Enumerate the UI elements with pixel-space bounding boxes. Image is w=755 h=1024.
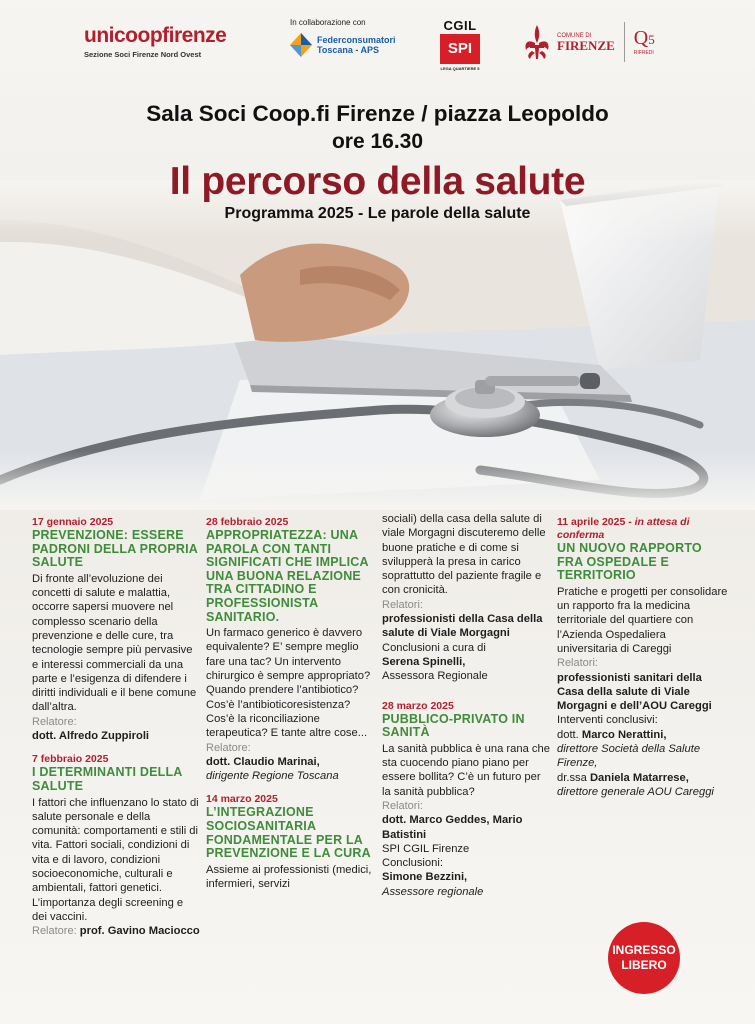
conclusions-name: Serena Spinelli, — [382, 655, 466, 668]
speaker-label: Relatori: — [382, 598, 423, 611]
conclusions-role: Assessore regionale — [382, 885, 484, 898]
event-date-value: 11 aprile 2025 - — [557, 516, 635, 528]
event-heading: UN NUOVO RAPPORTO FRA OSPEDALE E TERRITORIO — [557, 541, 702, 583]
event-date: 17 gennaio 2025 — [32, 516, 114, 528]
conclusions-label: Conclusioni: — [382, 857, 443, 870]
speaker-name: professionisti della Casa della salute di Viale Morgagni — [382, 613, 543, 640]
comune-di: COMUNE DI — [557, 32, 592, 39]
event-heading: APPROPRIATEZZA: UNA PAROLA CON TANTI SIGNIFICATI CHE IMPLICA UNA BUONA RELAZIONE TRA CITTADINO E PROFESSIONISTA SANITARIO. — [206, 528, 369, 624]
conclusion-speaker-role: direttore generale AOU Careggi — [557, 785, 714, 798]
program-column-4 — [557, 516, 729, 799]
event-heading: L’INTEGRAZIONE SOCIOSANITARIA FONDAMENTALE PER LA PREVENZIONE E LA CURA — [206, 805, 371, 861]
conclusions-label: Conclusioni a cura di — [382, 641, 486, 654]
quartiere5-logo — [634, 28, 655, 56]
logo-divider — [624, 22, 625, 62]
collaboration-block — [290, 18, 396, 57]
conclusions-label: Interventi conclusivi: — [557, 714, 658, 727]
event-description: Un farmaco generico è davvero equivalente? E’ sempre meglio fare una tac? Un intervento chirurgico è sempre appropriato? Quando prendere l’antibiotico? Cos’è l’antibioticoresistenza? Cos’è la riconciliazione terapeutica? E tante altre cose... — [206, 627, 371, 740]
event-date: 14 marzo 2025 — [206, 793, 278, 806]
conclusions-role: Assessora Regionale — [382, 670, 488, 683]
conclusions-name: Simone Bezzini, — [382, 871, 468, 884]
free-entry-badge — [608, 922, 680, 994]
event-heading: PUBBLICO-PRIVATO IN SANITÀ — [382, 711, 525, 740]
spi-box: SPI — [440, 34, 480, 64]
comune-name — [557, 33, 615, 52]
badge-line-1: INGRESSO — [612, 943, 676, 957]
cgil-text: CGIL — [443, 18, 477, 33]
speaker-role: dirigente Regione Toscana — [206, 770, 339, 783]
speaker-label: Relatori: — [557, 657, 598, 670]
conclusion-speaker — [557, 728, 729, 742]
event-subtitle: Programma 2025 - Le parole della salute — [224, 205, 531, 222]
event-date-note: in attesa di conferma — [557, 516, 690, 541]
cgil-spi-logo — [440, 18, 480, 71]
title-prefix: dott. — [557, 728, 582, 741]
federconsumatori-region: Toscana - APS — [317, 45, 380, 55]
speaker-line — [32, 924, 200, 938]
event-title: Il percorso della salute — [169, 160, 586, 203]
speaker-label: Relatore: — [32, 925, 77, 938]
unicoop-section: Sezione Soci Firenze Nord Ovest — [84, 50, 202, 59]
federconsumatori-name: Federconsumatori — [317, 34, 396, 45]
doctor-laptop-stethoscope-image — [0, 180, 755, 510]
collaboration-label: In collaborazione con — [290, 18, 366, 27]
program-column-2 — [206, 516, 374, 891]
speaker-name: prof. Gavino Maciocco — [79, 925, 200, 938]
speaker-organization: SPI CGIL Firenze — [382, 842, 470, 855]
event-description: Pratiche e progetti per consolidare un rapporto fra la medicina territoriale del quartiere con l’Azienda Ospedaliera universitaria di Careggi — [557, 585, 728, 655]
comune-firenze: FIRENZE — [557, 37, 615, 53]
comune-firenze-logo — [522, 22, 655, 62]
speaker-label: Relatore: — [206, 741, 251, 754]
speaker-name: professionisti sanitari della Casa della salute di Viale Morgagni e dell’AOU Careggi — [557, 671, 712, 713]
event-description: La sanità pubblica è una rana che sta cuocendo piano piano per essere bollita? C’è un futuro per la sanità pubblica? — [382, 742, 550, 798]
conclusion-speaker-name: Marco Nerattini, — [581, 728, 667, 741]
speaker-name: dott. Alfredo Zuppiroli — [32, 730, 150, 743]
speaker-name: dott. Marco Geddes, Mario Batistini — [382, 814, 523, 841]
badge-line-2: LIBERO — [621, 958, 667, 972]
federconsumatori-logo — [317, 35, 396, 56]
conclusion-speaker-name: Daniela Matarrese, — [589, 771, 689, 784]
conclusion-speaker-role: direttore Società della Salute Firenze, — [557, 743, 701, 770]
event-description-continued: sociali) della casa della salute di viale Morgagni discuteremo delle buone pratiche e di come si svilupperà la presa in carico soprattutto del paziente fragile e con cronicità. — [382, 513, 546, 597]
q5-number: 5 — [648, 32, 655, 47]
event-description: Assieme ai professionisti (medici, infermieri, servizi — [206, 863, 372, 891]
program-column-3 — [382, 512, 550, 899]
unicoop-firenze-logo — [84, 24, 226, 59]
program-column-1 — [32, 516, 200, 939]
q5-letter: Q — [633, 27, 649, 49]
event-heading: I DETERMINANTI DELLA SALUTE — [32, 765, 183, 793]
title-prefix: dr.ssa — [557, 771, 590, 784]
event-date: 7 febbraio 2025 — [32, 753, 109, 766]
speaker-label: Relatore: — [32, 715, 77, 728]
unicoop-brand: unicoopfirenze — [84, 24, 227, 47]
event-description: I fattori che influenzano lo stato di salute personale e della comunità: comportamenti e stili di vita. Fattori sociali, condizioni di vita e di lavoro, condizioni socioeconomiche, culturali e ambientali, fattori genetici. L’importanza degli screening e dei vaccini. — [32, 796, 199, 923]
event-date: 28 febbraio 2025 — [206, 516, 289, 528]
rifredi-label: RIFREDI — [633, 50, 654, 56]
event-date — [557, 516, 729, 542]
event-date: 28 marzo 2025 — [382, 699, 454, 712]
conclusion-speaker — [557, 771, 729, 785]
spi-lega: LEGA QUARTIERE 5 — [440, 66, 480, 71]
florence-lily-icon — [522, 23, 552, 61]
speaker-name: dott. Claudio Marinai, — [206, 755, 320, 768]
speaker-label: Relatori: — [382, 799, 423, 812]
event-time: ore 16.30 — [331, 130, 424, 153]
federconsumatori-icon — [290, 33, 312, 57]
event-description: Di fronte all’evoluzione dei concetti di salute e malattia, occorre sapersi muovere nel complesso scenario della prevenzione e delle cure, tra tecnologie sempre più pervasive e interessi commerciali da una parte e l’esigenza di difendere i diritti individuali e il bene comune dall’altra. — [32, 572, 197, 714]
event-heading: PREVENZIONE: ESSERE PADRONI DELLA PROPRIA SALUTE — [32, 528, 198, 570]
event-venue: Sala Soci Coop.fi Firenze / piazza Leopoldo — [146, 101, 609, 126]
